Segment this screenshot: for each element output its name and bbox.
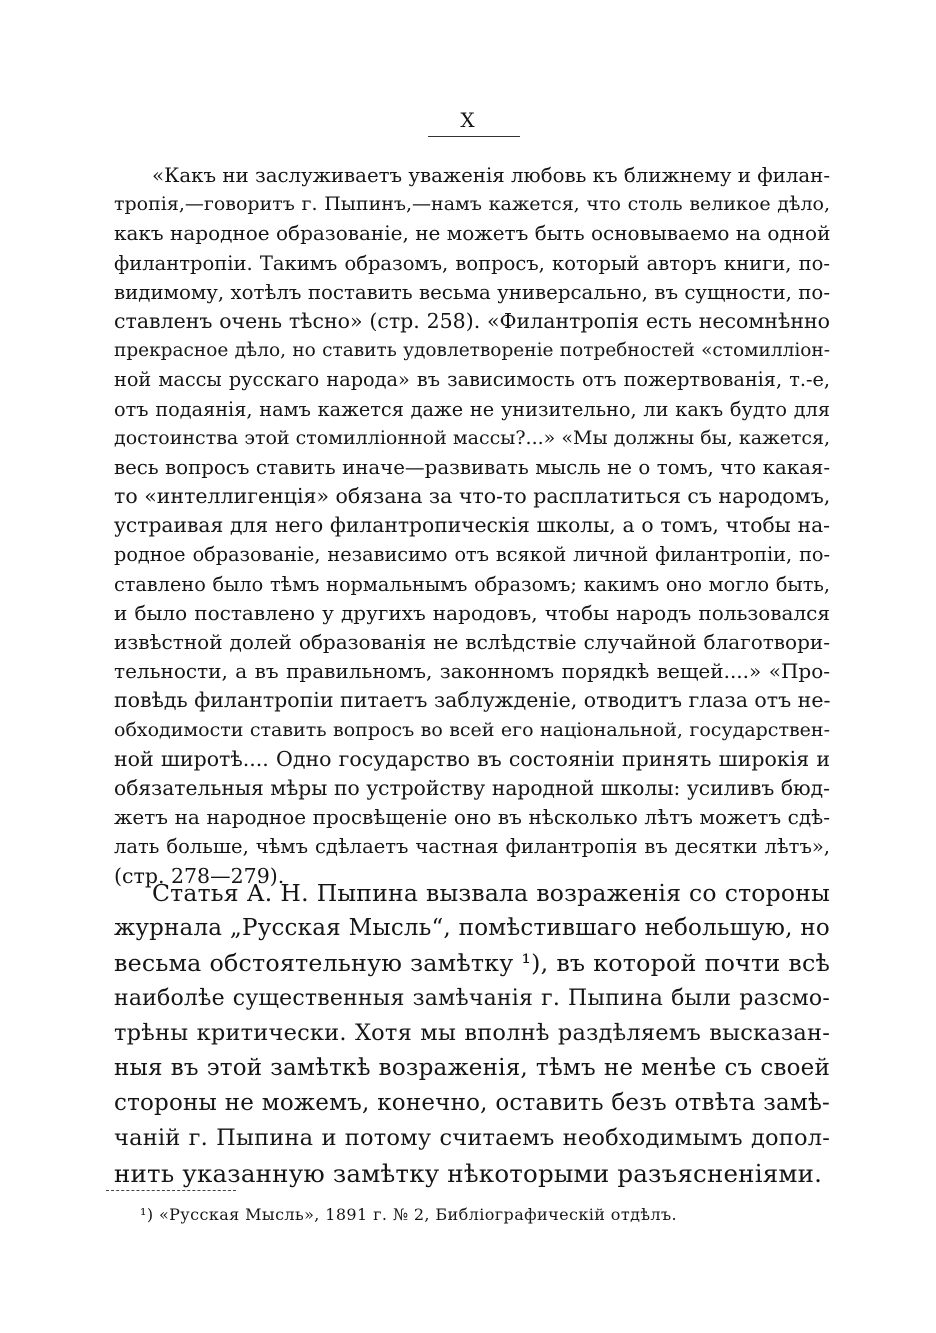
text-line: устраивая для него филантропическія школы, а о томъ, чтобы на- (114, 513, 830, 538)
footnote: ¹) «Русская Мысль», 1891 г. № 2, Библіографическій отдѣлъ. (140, 1205, 678, 1224)
text-line: нить указанную замѣтку нѣкоторыми разъясненіями. (114, 1159, 823, 1188)
text-line: чаній г. Пыпина и потому считаемъ необходимымъ допол- (114, 1125, 830, 1151)
text-line: какъ народное образованіе, не можетъ быть основываемо на одной (114, 221, 830, 246)
text-line: тельности, а въ правильномъ, законномъ порядкѣ вещей....» «Про- (114, 659, 830, 684)
text-line: отъ подаянія, намъ кажется даже не унизительно, ли какъ будто для (114, 397, 830, 421)
page-number: X (460, 108, 476, 132)
text-line: трѣны критически. Хотя мы вполнѣ раздѣляемъ высказан- (114, 1020, 830, 1046)
header-rule (428, 136, 520, 137)
text-line: наиболѣе существенныя замѣчанія г. Пыпина были разсмо- (114, 986, 830, 1011)
text-line: жетъ на народное просвѣщеніе оно въ нѣсколько лѣтъ можетъ сдѣ- (114, 805, 830, 830)
text-line: извѣстной долей образованія не вслѣдствіе случайной благотвори- (114, 630, 830, 654)
text-line: журнала „Русская Мысль“, помѣстившаго небольшую, но (114, 915, 830, 941)
text-line: «Какъ ни заслуживаетъ уваженія любовь къ ближнему и филан- (152, 164, 830, 187)
text-line: тропія,—говоритъ г. Пыпинъ,—намъ кажется, что столь великое дѣло, (114, 193, 830, 216)
text-line: филантропіи. Такимъ образомъ, вопросъ, который авторъ книги, по- (114, 251, 830, 275)
footnote-rule (106, 1190, 236, 1191)
text-line: то «интеллигенція» обязана за что-то расплатиться съ народомъ, (114, 484, 830, 509)
text-line: обязательныя мѣры по устройству народной школы: усиливъ бюд- (114, 775, 830, 800)
text-line: достоинства этой стомилліонной массы?...» «Мы должны бы, кажется, (114, 426, 830, 449)
text-line: весь вопросъ ставить иначе—развивать мысль не о томъ, что какая- (114, 455, 830, 479)
text-line: ставленъ очень тѣсно» (стр. 258). «Филантропія есть несомнѣнно (114, 308, 830, 333)
text-line: повѣдь филантропіи питаетъ заблужденіе, отводитъ глаза отъ не- (114, 688, 830, 713)
text-line: прекрасное дѣло, но ставить удовлетвореніе потребностей «стомилліон- (114, 340, 830, 362)
text-line: (стр. 278—279). (114, 863, 285, 888)
text-line: ныя въ этой замѣткѣ возраженія, тѣмъ не менѣе съ своей (114, 1055, 830, 1081)
text-line: лать больше, чѣмъ сдѣлаетъ частная филантропія въ десятки лѣтъ», (114, 835, 830, 859)
text-line: родное образованіе, независимо отъ всякой личной филантропіи, по- (114, 543, 830, 567)
main-paragraph (114, 876, 830, 1191)
quoted-passage (114, 161, 830, 891)
text-line: весьма обстоятельную замѣтку ¹), въ которой почти всѣ (114, 949, 830, 977)
text-line: видимому, хотѣлъ поставить весьма универсально, въ сущности, по- (114, 280, 830, 304)
text-line: ной широтѣ.... Одно государство въ состояніи принять широкія и (114, 746, 830, 771)
text-line: Статья А. Н. Пыпина вызвала возраженія со стороны (152, 879, 830, 907)
text-line: обходимости ставить вопросъ во всей его національной, государствен- (114, 718, 830, 741)
text-line: стороны не можемъ, конечно, оставить безъ отвѣта замѣ- (114, 1090, 830, 1116)
text-line: ставлено было тѣмъ нормальнымъ образомъ; какимъ оно могло быть, (114, 572, 830, 596)
text-line: ной массы русскаго народа» въ зависимость отъ пожертвованія, т.-е, (114, 368, 830, 392)
text-line: и было поставлено у другихъ народовъ, чтобы народъ пользовался (114, 600, 830, 625)
